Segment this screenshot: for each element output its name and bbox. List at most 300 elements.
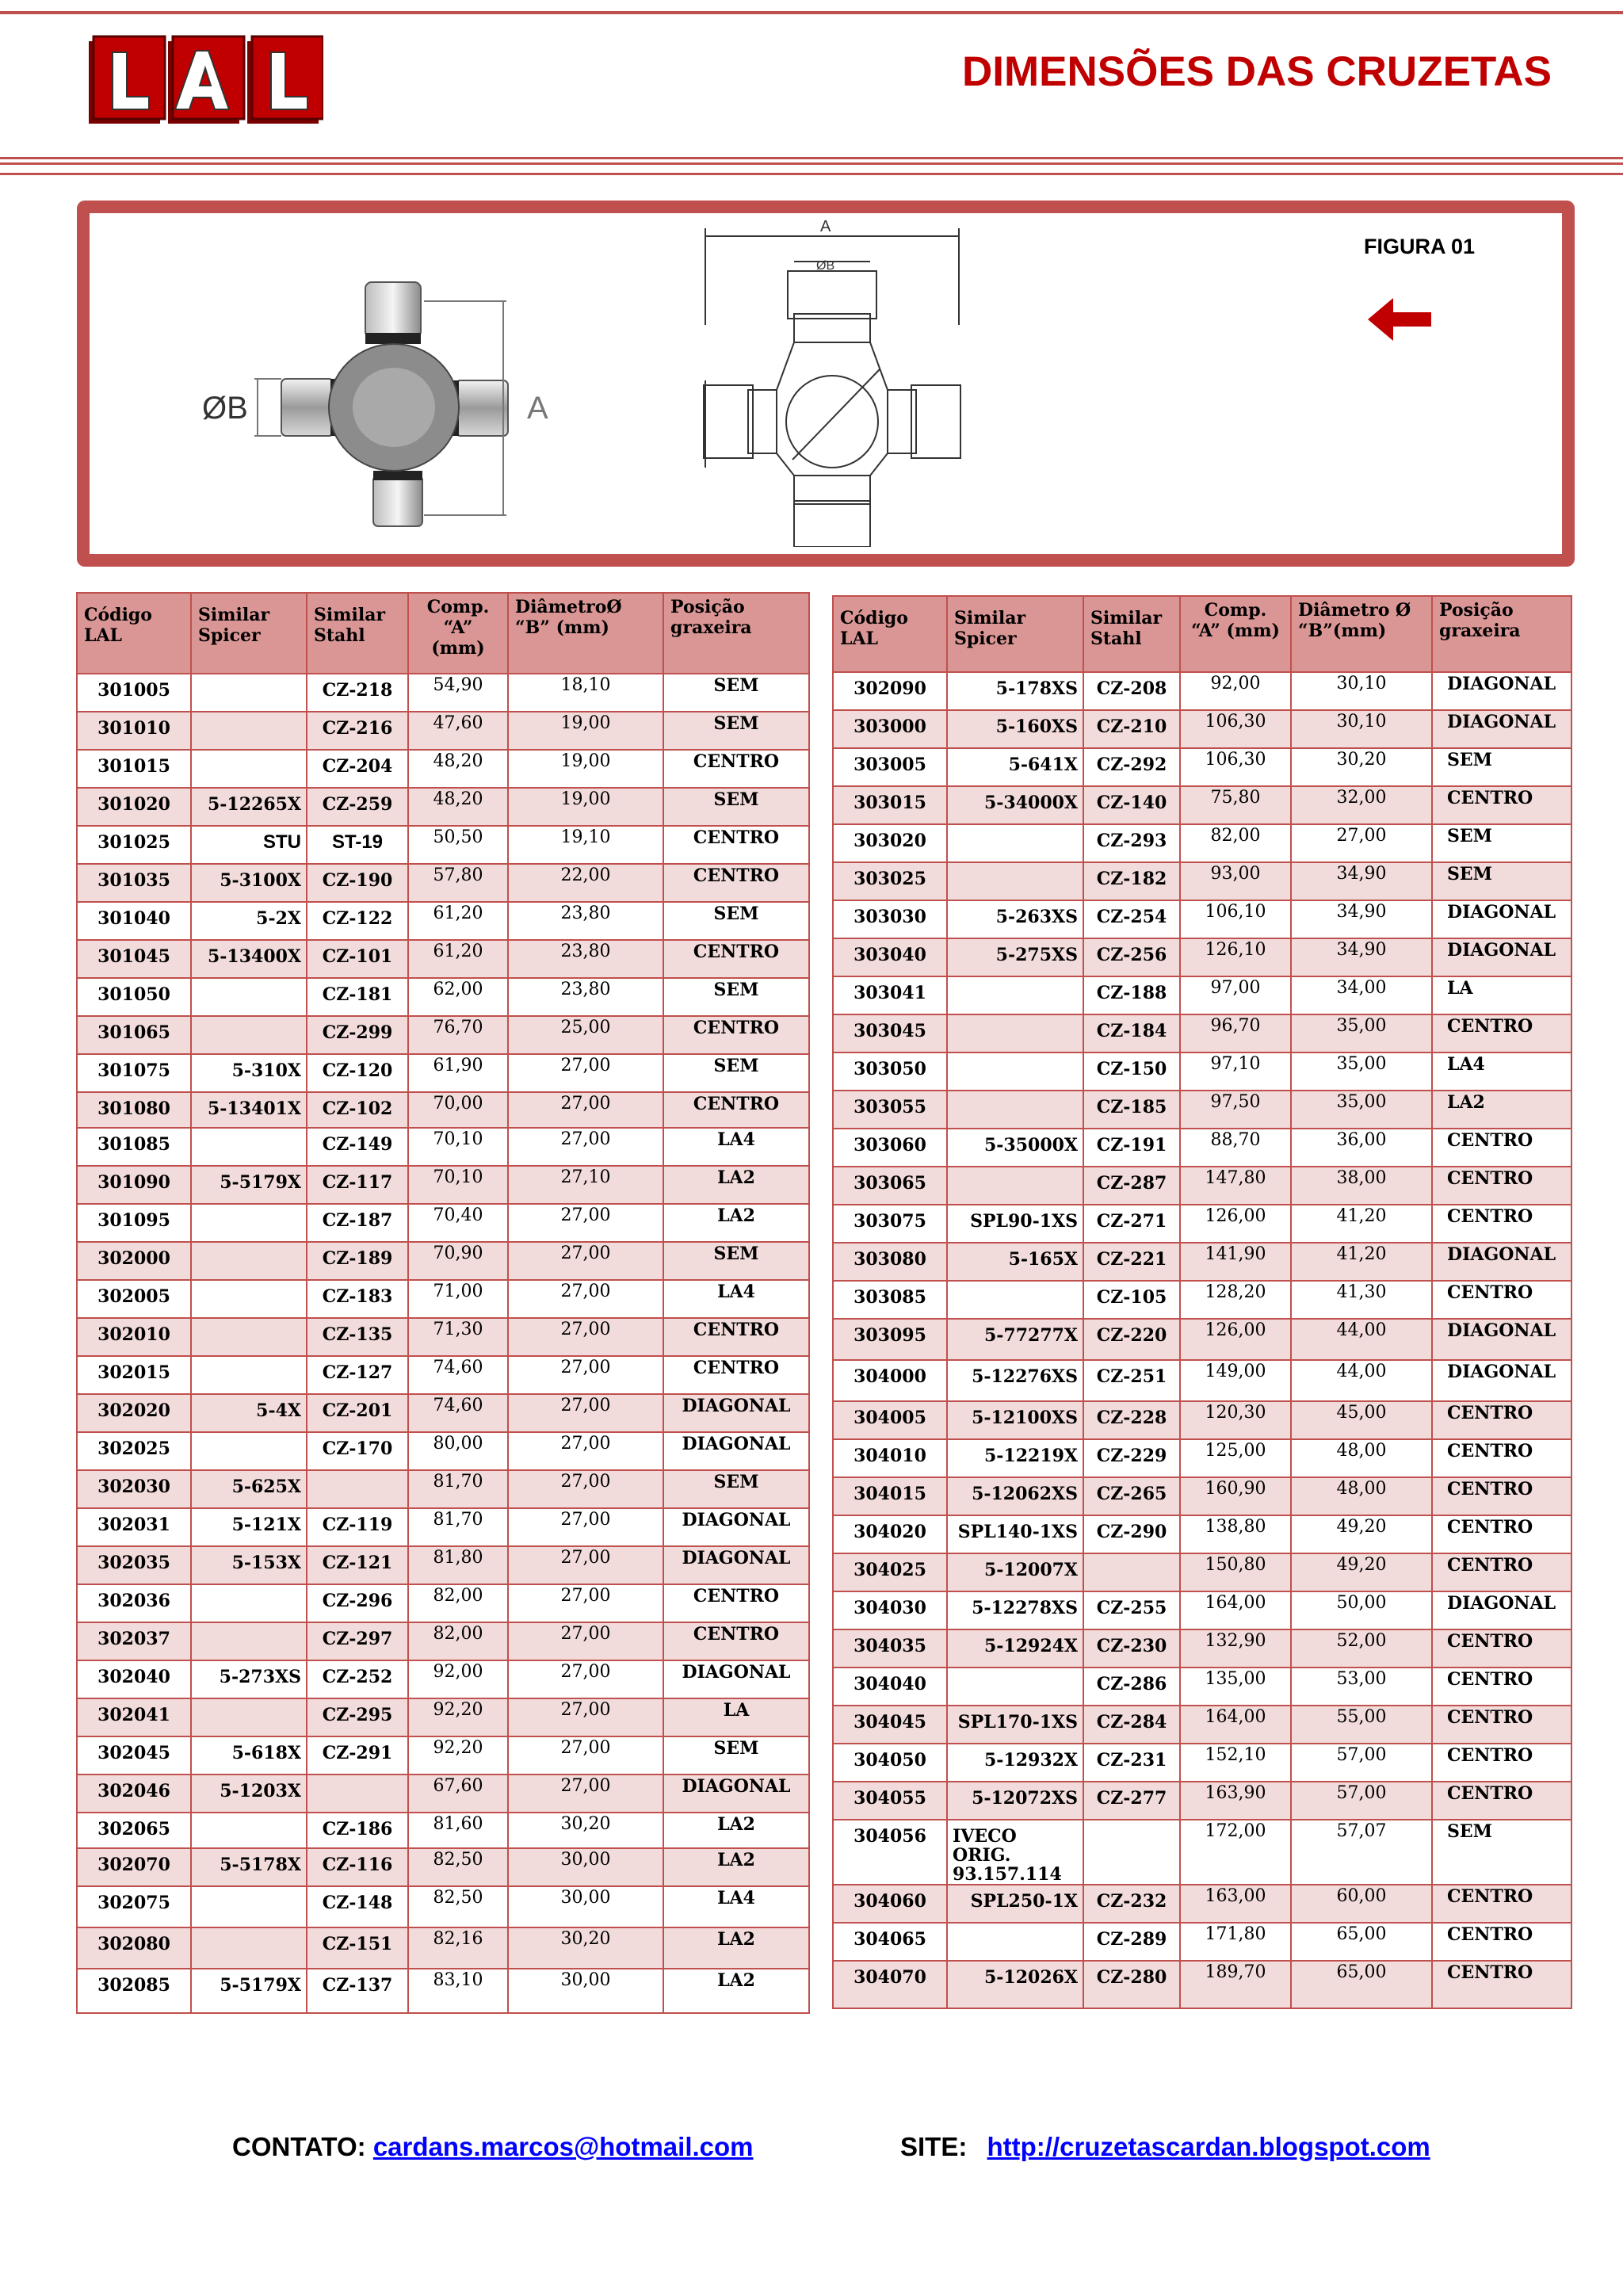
footer-site	[900, 2132, 1430, 2162]
table-row	[77, 1848, 809, 1886]
col-header-stahl: Similar Stahl	[307, 593, 408, 674]
cell-posicao: SEM	[1432, 862, 1571, 900]
cell-codigo: 304040	[833, 1668, 947, 1706]
cell-posicao: DIAGONAL	[1432, 1319, 1571, 1360]
table-row	[833, 672, 1571, 710]
table-row	[833, 1885, 1571, 1923]
cell-codigo: 302005	[77, 1280, 191, 1318]
cell-diametro-b: 36,00	[1291, 1129, 1432, 1167]
cell-stahl: CZ-170	[307, 1432, 408, 1470]
cell-comp-a: 126,10	[1180, 938, 1291, 976]
cell-comp-a: 57,80	[408, 864, 508, 902]
cell-posicao: LA2	[663, 1969, 809, 2013]
cell-spicer: 5-641X	[947, 748, 1083, 786]
cell-comp-a: 82,00	[1180, 824, 1291, 862]
cell-posicao: CENTRO	[1432, 1629, 1571, 1668]
cell-comp-a: 160,90	[1180, 1477, 1291, 1515]
cell-posicao: LA2	[663, 1204, 809, 1242]
table-row	[77, 1813, 809, 1848]
cell-posicao: CENTRO	[1432, 1167, 1571, 1205]
table-row	[833, 1281, 1571, 1319]
dimensions-table-right	[832, 595, 1572, 2009]
cell-stahl: CZ-135	[307, 1318, 408, 1356]
cell-codigo: 301050	[77, 978, 191, 1016]
cell-posicao: CENTRO	[1432, 1014, 1571, 1052]
cell-diametro-b: 27,00	[508, 1736, 663, 1775]
cell-stahl: CZ-293	[1083, 824, 1180, 862]
cell-posicao: CENTRO	[1432, 1553, 1571, 1591]
cell-codigo: 302065	[77, 1813, 191, 1848]
cell-diametro-b: 44,00	[1291, 1360, 1432, 1401]
cell-diametro-b: 27,00	[508, 1470, 663, 1508]
cell-posicao: DIAGONAL	[1432, 672, 1571, 710]
cell-stahl: CZ-137	[307, 1969, 408, 2013]
cell-posicao: SEM	[663, 674, 809, 712]
table-row	[77, 902, 809, 940]
cell-codigo: 301075	[77, 1054, 191, 1092]
cell-comp-a: 83,10	[408, 1969, 508, 2013]
cell-codigo: 303050	[833, 1052, 947, 1091]
table-row	[77, 1318, 809, 1356]
cell-spicer: 5-12278XS	[947, 1591, 1083, 1629]
cell-spicer	[191, 1128, 307, 1166]
cell-comp-a: 71,30	[408, 1318, 508, 1356]
cell-diametro-b: 27,00	[508, 1660, 663, 1698]
cell-codigo: 303060	[833, 1129, 947, 1167]
table-row	[833, 748, 1571, 786]
cell-diametro-b: 60,00	[1291, 1885, 1432, 1923]
cell-codigo: 301010	[77, 712, 191, 750]
cell-stahl: CZ-102	[307, 1092, 408, 1128]
cell-comp-a: 106,30	[1180, 710, 1291, 748]
cell-comp-a: 163,00	[1180, 1885, 1291, 1923]
cell-posicao: CENTRO	[663, 1016, 809, 1054]
col-header-codigo: Código LAL	[833, 596, 947, 672]
table-row	[77, 1736, 809, 1775]
table-row	[833, 1401, 1571, 1439]
cell-codigo: 302010	[77, 1318, 191, 1356]
cell-posicao: CENTRO	[1432, 1205, 1571, 1243]
table-row	[833, 824, 1571, 862]
cell-codigo: 303080	[833, 1243, 947, 1281]
cell-codigo: 303005	[833, 748, 947, 786]
cell-posicao: CENTRO	[663, 1622, 809, 1660]
cell-posicao: CENTRO	[1432, 1439, 1571, 1477]
cell-comp-a: 82,00	[408, 1584, 508, 1622]
cell-stahl: CZ-295	[307, 1698, 408, 1736]
cell-comp-a: 81,60	[408, 1813, 508, 1848]
table-row	[833, 1129, 1571, 1167]
cell-comp-a: 164,00	[1180, 1706, 1291, 1744]
cell-spicer	[191, 1016, 307, 1054]
table-row	[77, 1927, 809, 1969]
cell-stahl: CZ-186	[307, 1813, 408, 1848]
cell-stahl: CZ-117	[307, 1166, 408, 1204]
cell-comp-a: 82,00	[408, 1622, 508, 1660]
table-row	[833, 1668, 1571, 1706]
cell-posicao: CENTRO	[663, 1584, 809, 1622]
table-left-body	[77, 674, 809, 2013]
cell-posicao: SEM	[663, 712, 809, 750]
cell-spicer	[191, 978, 307, 1016]
cell-posicao: LA2	[1432, 1091, 1571, 1129]
cell-stahl: CZ-265	[1083, 1477, 1180, 1515]
cell-stahl	[307, 1470, 408, 1508]
cell-comp-a: 163,90	[1180, 1782, 1291, 1820]
cell-comp-a: 61,20	[408, 902, 508, 940]
cell-codigo: 301015	[77, 750, 191, 788]
table-row	[833, 938, 1571, 976]
cell-posicao: LA4	[663, 1128, 809, 1166]
table-row	[833, 1319, 1571, 1360]
cell-codigo: 302045	[77, 1736, 191, 1775]
cell-comp-a: 92,20	[408, 1698, 508, 1736]
cell-spicer	[191, 1927, 307, 1969]
cell-spicer: 5-1203X	[191, 1775, 307, 1813]
cell-diametro-b: 41,20	[1291, 1205, 1432, 1243]
cell-diametro-b: 52,00	[1291, 1629, 1432, 1668]
table-row	[833, 900, 1571, 938]
cell-spicer	[191, 750, 307, 788]
cell-diametro-b: 27,00	[508, 1775, 663, 1813]
dimensions-table-left	[76, 592, 810, 2014]
cell-comp-a: 88,70	[1180, 1129, 1291, 1167]
cell-spicer: 5-5179X	[191, 1166, 307, 1204]
cell-comp-a: 125,00	[1180, 1439, 1291, 1477]
cell-spicer: 5-35000X	[947, 1129, 1083, 1167]
table-row	[77, 1508, 809, 1546]
cell-posicao: CENTRO	[1432, 1961, 1571, 2008]
cell-comp-a: 147,80	[1180, 1167, 1291, 1205]
cell-posicao: LA2	[663, 1166, 809, 1204]
cell-posicao: SEM	[1432, 1820, 1571, 1885]
cell-spicer: 5-618X	[191, 1736, 307, 1775]
table-row	[833, 1820, 1571, 1885]
cell-codigo: 302031	[77, 1508, 191, 1546]
cell-stahl: CZ-204	[307, 750, 408, 788]
cell-codigo: 304070	[833, 1961, 947, 2008]
cell-posicao: CENTRO	[663, 1318, 809, 1356]
cell-spicer: 5-5179X	[191, 1969, 307, 2013]
cell-comp-a: 97,50	[1180, 1091, 1291, 1129]
cell-spicer: 5-160XS	[947, 710, 1083, 748]
table-row	[833, 1167, 1571, 1205]
cell-stahl: CZ-221	[1083, 1243, 1180, 1281]
cell-posicao: LA4	[663, 1280, 809, 1318]
table-row	[833, 710, 1571, 748]
cell-spicer	[947, 976, 1083, 1014]
photo-label-a: A	[527, 391, 548, 426]
cell-comp-a: 50,50	[408, 826, 508, 864]
cell-diametro-b: 49,20	[1291, 1553, 1432, 1591]
cell-stahl: CZ-297	[307, 1622, 408, 1660]
cell-stahl: CZ-181	[307, 978, 408, 1016]
cell-posicao: SEM	[663, 788, 809, 826]
cell-comp-a: 47,60	[408, 712, 508, 750]
cell-codigo: 303095	[833, 1319, 947, 1360]
cell-codigo: 301090	[77, 1166, 191, 1204]
cell-diametro-b: 32,00	[1291, 786, 1432, 824]
cell-posicao: DIAGONAL	[663, 1432, 809, 1470]
table-row	[833, 786, 1571, 824]
cell-spicer: 5-165X	[947, 1243, 1083, 1281]
table-right-body	[833, 672, 1571, 2008]
cell-diametro-b: 30,00	[508, 1969, 663, 2013]
cell-spicer: 5-2X	[191, 902, 307, 940]
cell-comp-a: 75,80	[1180, 786, 1291, 824]
cell-codigo: 304045	[833, 1706, 947, 1744]
cell-comp-a: 189,70	[1180, 1961, 1291, 2008]
cell-posicao: DIAGONAL	[1432, 900, 1571, 938]
cell-comp-a: 70,00	[408, 1092, 508, 1128]
cell-posicao: CENTRO	[1432, 1706, 1571, 1744]
table-row	[77, 1280, 809, 1318]
cell-spicer: 5-263XS	[947, 900, 1083, 938]
cell-spicer: 5-12276XS	[947, 1360, 1083, 1401]
cell-stahl: CZ-148	[307, 1886, 408, 1927]
cell-posicao: CENTRO	[663, 826, 809, 864]
table-row	[833, 1014, 1571, 1052]
cell-spicer: SPL170-1XS	[947, 1706, 1083, 1744]
drawing-label-b: ØB	[816, 259, 835, 273]
cell-codigo: 304035	[833, 1629, 947, 1668]
cell-spicer	[947, 824, 1083, 862]
drawing-label-a: A	[820, 218, 831, 235]
table-row	[77, 1016, 809, 1054]
cell-codigo: 302035	[77, 1546, 191, 1584]
table-row	[833, 1591, 1571, 1629]
cell-spicer	[191, 1698, 307, 1736]
cell-diametro-b: 34,90	[1291, 900, 1432, 938]
cell-stahl: CZ-292	[1083, 748, 1180, 786]
cell-diametro-b: 19,00	[508, 712, 663, 750]
cell-codigo: 302080	[77, 1927, 191, 1969]
cell-diametro-b: 27,00	[508, 1546, 663, 1584]
contact-email-link[interactable]: cardans.marcos@hotmail.com	[372, 2132, 754, 2161]
cell-stahl: CZ-150	[1083, 1052, 1180, 1091]
cell-posicao: LA	[1432, 976, 1571, 1014]
cell-spicer: 5-34000X	[947, 786, 1083, 824]
cell-stahl: CZ-280	[1083, 1961, 1180, 2008]
cell-spicer: 5-12924X	[947, 1629, 1083, 1668]
cell-spicer	[191, 674, 307, 712]
cell-comp-a: 81,70	[408, 1470, 508, 1508]
table-row	[77, 1166, 809, 1204]
cell-codigo: 302090	[833, 672, 947, 710]
cell-comp-a: 81,80	[408, 1546, 508, 1584]
table-row	[833, 1553, 1571, 1591]
cell-stahl: CZ-230	[1083, 1629, 1180, 1668]
cell-codigo: 304010	[833, 1439, 947, 1477]
cell-codigo: 302036	[77, 1584, 191, 1622]
cell-comp-a: 71,00	[408, 1280, 508, 1318]
cell-posicao: CENTRO	[1432, 1401, 1571, 1439]
cell-spicer: SPL90-1XS	[947, 1205, 1083, 1243]
cell-codigo: 302020	[77, 1394, 191, 1432]
cell-diametro-b: 44,00	[1291, 1319, 1432, 1360]
table-row	[77, 1969, 809, 2013]
table-row	[833, 862, 1571, 900]
cell-comp-a: 93,00	[1180, 862, 1291, 900]
cell-codigo: 301045	[77, 940, 191, 978]
cell-spicer: 5-275XS	[947, 938, 1083, 976]
col-header-codigo: Código LAL	[77, 593, 191, 674]
cell-spicer	[947, 1014, 1083, 1052]
cell-posicao: CENTRO	[1432, 1744, 1571, 1782]
cell-spicer: 5-153X	[191, 1546, 307, 1584]
cell-stahl: CZ-210	[1083, 710, 1180, 748]
cell-posicao: CENTRO	[663, 1092, 809, 1128]
cell-spicer: 5-5178X	[191, 1848, 307, 1886]
cell-stahl: CZ-231	[1083, 1744, 1180, 1782]
table-row	[833, 1744, 1571, 1782]
cell-spicer	[947, 862, 1083, 900]
cell-posicao: CENTRO	[1432, 1129, 1571, 1167]
cell-diametro-b: 27,00	[508, 1204, 663, 1242]
cell-stahl: CZ-254	[1083, 900, 1180, 938]
page-title: DIMENSÕES DAS CRUZETAS	[961, 48, 1552, 95]
cell-posicao: DIAGONAL	[663, 1775, 809, 1813]
cell-codigo: 302085	[77, 1969, 191, 2013]
cell-diametro-b: 27,00	[508, 1318, 663, 1356]
cell-diametro-b: 53,00	[1291, 1668, 1432, 1706]
cell-posicao: DIAGONAL	[1432, 1360, 1571, 1401]
cell-comp-a: 149,00	[1180, 1360, 1291, 1401]
cell-posicao: DIAGONAL	[663, 1660, 809, 1698]
table-row	[833, 1360, 1571, 1401]
cell-spicer: 5-4X	[191, 1394, 307, 1432]
cell-comp-a: 67,60	[408, 1775, 508, 1813]
cross-joint-photo	[178, 277, 559, 539]
cell-comp-a: 128,20	[1180, 1281, 1291, 1319]
cell-stahl: CZ-259	[307, 788, 408, 826]
cell-codigo: 302015	[77, 1356, 191, 1394]
cell-diametro-b: 22,00	[508, 864, 663, 902]
cell-diametro-b: 19,00	[508, 750, 663, 788]
cell-codigo: 303085	[833, 1281, 947, 1319]
table-row	[833, 1205, 1571, 1243]
cell-stahl: CZ-289	[1083, 1923, 1180, 1961]
table-row	[77, 1128, 809, 1166]
cell-diametro-b: 49,20	[1291, 1515, 1432, 1553]
col-header-posicao: Posição graxeira	[1432, 596, 1571, 672]
table-row	[833, 1091, 1571, 1129]
cell-codigo: 304050	[833, 1744, 947, 1782]
cell-stahl: CZ-299	[307, 1016, 408, 1054]
cell-diametro-b: 35,00	[1291, 1052, 1432, 1091]
cell-posicao: DIAGONAL	[1432, 938, 1571, 976]
cell-stahl: CZ-286	[1083, 1668, 1180, 1706]
cell-codigo: 302000	[77, 1242, 191, 1280]
cell-diametro-b: 55,00	[1291, 1706, 1432, 1744]
cell-diametro-b: 27,00	[508, 1280, 663, 1318]
footer-contact	[232, 2132, 754, 2162]
cell-diametro-b: 57,07	[1291, 1820, 1432, 1885]
photo-label-b: ØB	[202, 391, 248, 426]
cell-comp-a: 150,80	[1180, 1553, 1291, 1591]
cell-stahl: CZ-184	[1083, 1014, 1180, 1052]
table-row	[77, 978, 809, 1016]
cell-posicao: LA4	[1432, 1052, 1571, 1091]
table-row	[77, 1092, 809, 1128]
cell-posicao: SEM	[663, 902, 809, 940]
table-row	[833, 1961, 1571, 2008]
cell-comp-a: 164,00	[1180, 1591, 1291, 1629]
cell-stahl: CZ-187	[307, 1204, 408, 1242]
cell-diametro-b: 35,00	[1291, 1014, 1432, 1052]
cell-posicao: LA2	[663, 1813, 809, 1848]
cell-codigo: 304060	[833, 1885, 947, 1923]
cell-codigo: 302037	[77, 1622, 191, 1660]
cell-diametro-b: 27,00	[508, 1622, 663, 1660]
cell-spicer	[191, 1813, 307, 1848]
cell-codigo: 303040	[833, 938, 947, 976]
cell-spicer	[191, 712, 307, 750]
cell-diametro-b: 27,00	[508, 1242, 663, 1280]
cell-stahl: CZ-296	[307, 1584, 408, 1622]
cell-codigo: 304005	[833, 1401, 947, 1439]
cell-spicer: 5-12072XS	[947, 1782, 1083, 1820]
table-row	[77, 864, 809, 902]
cell-comp-a: 106,30	[1180, 748, 1291, 786]
cell-spicer: 5-13401X	[191, 1092, 307, 1128]
cell-spicer: SPL250-1X	[947, 1885, 1083, 1923]
cell-stahl	[1083, 1820, 1180, 1885]
cell-stahl: CZ-216	[307, 712, 408, 750]
cell-diametro-b: 27,00	[508, 1356, 663, 1394]
cell-diametro-b: 25,00	[508, 1016, 663, 1054]
cell-stahl: CZ-188	[1083, 976, 1180, 1014]
cell-diametro-b: 35,00	[1291, 1091, 1432, 1129]
cell-codigo: 303055	[833, 1091, 947, 1129]
cell-codigo: 303030	[833, 900, 947, 938]
table-row	[77, 1660, 809, 1698]
cell-comp-a: 48,20	[408, 788, 508, 826]
col-header-diametro-b: DiâmetroØ “B” (mm)	[508, 593, 663, 674]
cell-spicer: 5-12026X	[947, 1961, 1083, 2008]
cell-spicer	[191, 1584, 307, 1622]
table-row	[833, 1515, 1571, 1553]
cell-diametro-b: 30,00	[508, 1886, 663, 1927]
cell-spicer: STU	[191, 826, 307, 864]
cell-posicao: DIAGONAL	[663, 1394, 809, 1432]
cell-comp-a: 171,80	[1180, 1923, 1291, 1961]
cell-posicao: CENTRO	[1432, 1782, 1571, 1820]
cell-spicer: 5-3100X	[191, 864, 307, 902]
cell-posicao: DIAGONAL	[663, 1508, 809, 1546]
cell-stahl: CZ-208	[1083, 672, 1180, 710]
cell-posicao: LA	[663, 1698, 809, 1736]
cell-posicao: CENTRO	[663, 1356, 809, 1394]
cell-posicao: CENTRO	[1432, 786, 1571, 824]
site-url-link[interactable]: http://cruzetascardan.blogspot.com	[987, 2132, 1430, 2161]
cell-codigo: 304065	[833, 1923, 947, 1961]
cell-diametro-b: 57,00	[1291, 1782, 1432, 1820]
table-row	[833, 1477, 1571, 1515]
cell-stahl: CZ-277	[1083, 1782, 1180, 1820]
cell-codigo: 303065	[833, 1167, 947, 1205]
cell-stahl: CZ-291	[307, 1736, 408, 1775]
cell-posicao: CENTRO	[1432, 1477, 1571, 1515]
cell-codigo: 301080	[77, 1092, 191, 1128]
cell-comp-a: 138,80	[1180, 1515, 1291, 1553]
cell-stahl: CZ-185	[1083, 1091, 1180, 1129]
cell-codigo: 304056	[833, 1820, 947, 1885]
cell-diametro-b: 30,10	[1291, 672, 1432, 710]
cell-spicer	[947, 1668, 1083, 1706]
cell-codigo: 301020	[77, 788, 191, 826]
cell-comp-a: 81,70	[408, 1508, 508, 1546]
